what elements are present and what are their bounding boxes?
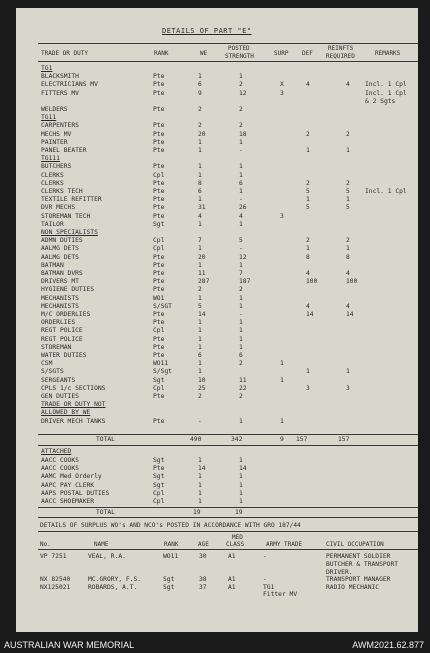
- reinf-cell: 5: [346, 204, 350, 212]
- attached-rank-cell: Pte: [153, 465, 165, 473]
- attached-rank-cell: Cpl: [153, 489, 165, 497]
- posted-cell: 26: [239, 204, 247, 212]
- attached-rank-cell: Sgt: [153, 457, 165, 464]
- col-header-trade: TRADE OR DUTY: [41, 50, 88, 57]
- header-rule-bottom: [38, 61, 418, 62]
- posted-cell: -: [239, 196, 243, 204]
- total-surp: 9: [280, 436, 284, 443]
- def-cell: 8: [306, 253, 310, 261]
- attached-we-cell: 1: [198, 489, 202, 497]
- we-cell: 2: [198, 286, 202, 294]
- reinf-cell: 1: [346, 196, 350, 204]
- surplus-army-trade-cell: -: [263, 553, 267, 560]
- surplus-rule-bottom: [38, 549, 418, 550]
- rank-cell: Pte: [153, 73, 165, 81]
- def-cell: 5: [306, 188, 310, 195]
- surplus-civil-cell: TRANSPORT MANAGER: [326, 576, 391, 583]
- attached-posted-cell: 1: [239, 498, 243, 505]
- posted-cell: 2: [239, 122, 243, 130]
- trade-cell: MECHANISTS: [41, 302, 79, 310]
- rank-cell: Pte: [153, 179, 165, 187]
- def-cell: 4: [306, 302, 310, 310]
- rank-cell: Pte: [153, 130, 165, 138]
- surplus-header-med-2: CLASS: [226, 541, 245, 548]
- we-cell: 5: [198, 302, 202, 310]
- trade-cell: TRADE OR DUTY NOT: [41, 401, 106, 409]
- rank-cell: WO1: [153, 294, 165, 302]
- surplus-med-cell: A1: [228, 584, 236, 591]
- attached-trade-cell: AACC COOKS: [41, 465, 79, 473]
- def-cell: 1: [306, 245, 310, 253]
- rank-cell: Pte: [153, 352, 165, 359]
- surplus-header-med-1: MED: [232, 534, 243, 541]
- rank-cell: Sgt: [153, 220, 165, 228]
- attached-rank-cell: Cpl: [153, 498, 165, 505]
- surplus-age-cell: 38: [199, 576, 207, 583]
- col-header-posted-2: STRENGTH: [225, 53, 254, 60]
- def-cell: 1: [306, 147, 310, 154]
- def-cell: 2: [306, 237, 310, 245]
- posted-cell: 1: [239, 220, 243, 228]
- surplus-title: DETAILS OF SURPLUS WO's AND NCO's POSTED IN ACCORDANCE WITH GRO 187/44: [40, 522, 301, 529]
- def-cell: 14: [306, 311, 314, 318]
- posted-cell: -: [239, 311, 243, 318]
- rank-cell: Cpl: [153, 245, 165, 253]
- total-we: 490: [190, 436, 202, 443]
- trade-cell: M/C ORDERLIES: [41, 311, 91, 318]
- we-cell: 1: [198, 245, 202, 253]
- def-cell: 2: [306, 179, 310, 187]
- col-header-reinfts-2: REQUIRED: [326, 53, 355, 60]
- remarks-cell: Incl. 1 Cpl: [365, 188, 407, 195]
- attached-posted-cell: 1: [239, 489, 243, 497]
- we-cell: 4: [198, 212, 202, 220]
- we-cell: 1: [198, 360, 202, 368]
- reinf-cell: 4: [346, 81, 350, 89]
- rank-cell: Pte: [153, 138, 165, 146]
- surplus-rank-cell: Sgt: [163, 584, 175, 591]
- posted-cell: 1: [239, 261, 243, 269]
- surplus-header-civil: CIVIL OCCUPATION: [326, 541, 384, 548]
- trade-cell: BATMAN DVRS: [41, 270, 83, 277]
- attached-total-rule-bottom: [38, 517, 418, 518]
- we-cell: 1: [198, 343, 202, 351]
- we-cell: 1: [198, 138, 202, 146]
- we-cell: 10: [198, 376, 206, 384]
- posted-cell: 1: [239, 302, 243, 310]
- posted-cell: -: [239, 245, 243, 253]
- we-cell: 2: [198, 122, 202, 130]
- surplus-civil-cell: BUTCHER & TRANSPORT: [326, 561, 399, 568]
- surplus-civil-cell: DRIVER.: [326, 569, 353, 576]
- trade-cell: BATMAN: [41, 261, 64, 269]
- posted-cell: 1: [239, 138, 243, 146]
- posted-cell: 1: [239, 73, 243, 81]
- posted-cell: 5: [239, 237, 243, 245]
- posted-cell: 1: [239, 335, 243, 343]
- posted-cell: 2: [239, 106, 243, 113]
- def-cell: 2: [306, 130, 310, 138]
- trade-cell: TG111: [41, 155, 60, 163]
- def-cell: 5: [306, 204, 310, 212]
- attached-rank-cell: Sgt: [153, 473, 165, 481]
- reinf-cell: 4: [346, 302, 350, 310]
- trade-cell: MECHANISTS: [41, 294, 79, 302]
- rank-cell: Pte: [153, 89, 165, 97]
- total-label: TOTAL: [96, 436, 115, 443]
- rank-cell: Pte: [153, 335, 165, 343]
- trade-cell: CSM: [41, 360, 53, 368]
- trade-cell: BUTCHERS: [41, 163, 72, 171]
- surplus-civil-cell: PERMANENT SOLDIER: [326, 553, 391, 560]
- surplus-header-army-trade: ARMY TRADE: [266, 541, 303, 548]
- trade-cell: GEN DUTIES: [41, 393, 79, 400]
- reinf-cell: 1: [346, 245, 350, 253]
- rank-cell: S/SGT: [153, 302, 172, 310]
- rank-cell: Pte: [153, 319, 165, 327]
- trade-cell: FITTERS MV: [41, 89, 79, 97]
- rank-cell: Cpl: [153, 237, 165, 245]
- remarks-cell: Incl. 1 Cpl: [365, 81, 407, 89]
- rank-cell: Pte: [153, 106, 165, 113]
- posted-cell: 2: [239, 81, 243, 89]
- reinf-cell: 2: [346, 179, 350, 187]
- reinf-cell: 100: [346, 278, 358, 286]
- posted-cell: -: [239, 147, 243, 154]
- def-cell: 100: [306, 278, 318, 286]
- trade-cell: PAINTER: [41, 138, 68, 146]
- posted-cell: 2: [239, 360, 243, 368]
- col-header-remarks: REMARKS: [375, 50, 401, 57]
- def-cell: 3: [306, 384, 310, 392]
- we-cell: 6: [198, 81, 202, 89]
- posted-cell: 6: [239, 179, 243, 187]
- attached-trade-cell: AAPS POSTAL DUTIES: [41, 489, 110, 497]
- we-cell: 1: [198, 196, 202, 204]
- trade-cell: STOREMAN TECH: [41, 212, 91, 220]
- rank-cell: Pte: [153, 270, 165, 277]
- attached-we-cell: 14: [198, 465, 206, 473]
- reinf-cell: 1: [346, 368, 350, 376]
- def-cell: 1: [306, 196, 310, 204]
- rank-cell: Pte: [153, 122, 165, 130]
- trade-cell: WELDERS: [41, 106, 68, 113]
- surplus-rank-cell: Sgt: [163, 576, 175, 583]
- trade-cell: SERGEANTS: [41, 376, 76, 384]
- posted-cell: 1: [239, 417, 243, 425]
- surp-cell: 3: [280, 89, 284, 97]
- surplus-med-cell: A1: [228, 553, 236, 560]
- surp-cell: 1: [280, 417, 284, 425]
- we-cell: 6: [198, 188, 202, 195]
- surplus-name-cell: MC.GRORY, F.S.: [88, 576, 142, 583]
- trade-cell: NON SPECIALISTS: [41, 229, 98, 236]
- posted-cell: 1: [239, 343, 243, 351]
- trade-cell: DRIVERS MT: [41, 278, 79, 286]
- attached-trade-cell: AAMC Med Orderly: [41, 473, 102, 481]
- rank-cell: Pte: [153, 393, 165, 400]
- rank-cell: Sgt: [153, 376, 165, 384]
- surplus-rank-cell: WO11: [163, 553, 179, 560]
- rank-cell: Pte: [153, 286, 165, 294]
- posted-cell: 1: [239, 294, 243, 302]
- trade-cell: BLACKSMITH: [41, 73, 79, 81]
- rank-cell: Pte: [153, 163, 165, 171]
- rank-cell: Cpl: [153, 327, 165, 335]
- trade-cell: CARPENTERS: [41, 122, 79, 130]
- posted-cell: 1: [239, 163, 243, 171]
- posted-cell: 12: [239, 89, 247, 97]
- posted-cell: 12: [239, 253, 247, 261]
- total-posted: 342: [231, 436, 243, 443]
- trade-cell: TG1: [41, 65, 53, 72]
- header-rule-top: [38, 43, 418, 44]
- reinf-cell: 3: [346, 384, 350, 392]
- rank-cell: Pte: [153, 278, 165, 286]
- trade-cell: PANEL BEATER: [41, 147, 87, 154]
- rank-cell: WO11: [153, 360, 169, 368]
- attached-title: ATTACHED: [41, 448, 72, 455]
- attached-posted-cell: 1: [239, 481, 243, 489]
- rank-cell: Pte: [153, 196, 165, 204]
- rank-cell: Pte: [153, 417, 165, 425]
- trade-cell: CLERKS TECH: [41, 188, 83, 195]
- we-cell: 20: [198, 130, 206, 138]
- trade-cell: WATER DUTIES: [41, 352, 87, 359]
- attached-posted-cell: 1: [239, 473, 243, 481]
- surplus-army-trade-cell: TG1 Fitter MV: [263, 584, 298, 598]
- col-header-reinfts-1: REINFTS: [328, 45, 354, 52]
- we-cell: 1: [198, 319, 202, 327]
- posted-cell: 6: [239, 352, 243, 359]
- trade-cell: CPLS 1/c SECTIONS: [41, 384, 106, 392]
- def-cell: 4: [306, 81, 310, 89]
- rank-cell: Pte: [153, 311, 165, 318]
- we-cell: -: [198, 417, 202, 425]
- surplus-no-cell: NX125021: [40, 584, 71, 591]
- attached-total-posted: 19: [235, 509, 243, 516]
- surplus-age-cell: 37: [199, 584, 207, 591]
- we-cell: 2: [198, 393, 202, 400]
- footer-accession-number: AWM2021.62.877: [352, 640, 424, 650]
- surplus-age-cell: 30: [199, 553, 207, 560]
- col-header-surp: SURP: [274, 50, 289, 57]
- trade-cell: REGT POLICE: [41, 327, 83, 335]
- total-rule-top: [38, 434, 418, 435]
- document-page: [16, 8, 418, 632]
- we-cell: 20: [198, 253, 206, 261]
- attached-trade-cell: AACC SHOEMAKER: [41, 498, 95, 505]
- reinf-cell: 1: [346, 147, 350, 154]
- surp-cell: 1: [280, 360, 284, 368]
- trade-cell: TAILOR: [41, 220, 64, 228]
- total-rule-bottom: [38, 445, 418, 446]
- trade-cell: HYGIENE DUTIES: [41, 286, 95, 294]
- we-cell: 11: [198, 270, 206, 277]
- rank-cell: Pte: [153, 261, 165, 269]
- trade-cell: CLERKS: [41, 179, 64, 187]
- trade-cell: S/SGTS: [41, 368, 64, 376]
- col-header-we: WE: [200, 50, 208, 57]
- we-cell: 1: [198, 335, 202, 343]
- posted-cell: 4: [239, 212, 243, 220]
- we-cell: 9: [198, 89, 202, 97]
- rank-cell: Pte: [153, 81, 165, 89]
- trade-cell: TEXTILE REFITTER: [41, 196, 102, 204]
- posted-cell: 11: [239, 376, 247, 384]
- we-cell: 6: [198, 352, 202, 359]
- posted-cell: 187: [239, 278, 251, 286]
- footer-bar: [0, 636, 430, 653]
- we-cell: 287: [198, 278, 210, 286]
- we-cell: 31: [198, 204, 206, 212]
- surp-cell: 1: [280, 376, 284, 384]
- total-reinf: 157: [338, 436, 350, 443]
- reinf-cell: 8: [346, 253, 350, 261]
- rank-cell: Pte: [153, 212, 165, 220]
- rank-cell: Pte: [153, 204, 165, 212]
- footer-source: AUSTRALIAN WAR MEMORIAL: [4, 640, 135, 650]
- attached-trade-cell: AAPC PAY CLERK: [41, 481, 95, 489]
- we-cell: 1: [198, 147, 202, 154]
- trade-cell: ELECTRICIANS MV: [41, 81, 98, 89]
- posted-cell: 2: [239, 286, 243, 294]
- rank-cell: Cpl: [153, 171, 165, 179]
- posted-cell: 1: [239, 319, 243, 327]
- we-cell: 8: [198, 179, 202, 187]
- surplus-name-cell: VEAL, R.A.: [88, 553, 126, 560]
- rank-cell: Pte: [153, 253, 165, 261]
- rank-cell: S/Sgt: [153, 368, 172, 376]
- attached-trade-cell: AACC COOKS: [41, 457, 79, 464]
- attached-rank-cell: Sgt: [153, 481, 165, 489]
- attached-posted-cell: 14: [239, 465, 247, 473]
- we-cell: 1: [198, 261, 202, 269]
- we-cell: 1: [198, 368, 202, 376]
- we-cell: 14: [198, 311, 206, 318]
- surplus-header-age: AGE: [198, 541, 209, 548]
- surplus-header-rank: RANK: [164, 541, 179, 548]
- we-cell: 2: [198, 106, 202, 113]
- attached-we-cell: 1: [198, 498, 202, 505]
- total-def: 157: [296, 436, 308, 443]
- col-header-rank: RANK: [154, 50, 169, 57]
- trade-cell: ADMN DUTIES: [41, 237, 83, 245]
- surp-cell: X: [280, 81, 284, 89]
- trade-cell: REGT POLICE: [41, 335, 83, 343]
- we-cell: 1: [198, 294, 202, 302]
- surplus-rule-top: [38, 531, 418, 532]
- posted-cell: 7: [239, 270, 243, 277]
- posted-cell: 2: [239, 393, 243, 400]
- col-header-posted-1: POSTED: [228, 45, 250, 52]
- attached-we-cell: 1: [198, 481, 202, 489]
- trade-cell: ALLOWED BY WE: [41, 409, 91, 417]
- reinf-cell: 2: [346, 130, 350, 138]
- reinf-cell: 14: [346, 311, 354, 318]
- reinf-cell: 5: [346, 188, 350, 195]
- trade-cell: CLERKS: [41, 171, 64, 179]
- surplus-no-cell: NX 82540: [40, 576, 71, 583]
- surplus-no-cell: VP 7251: [40, 553, 67, 560]
- posted-cell: 1: [239, 188, 243, 195]
- rank-cell: Pte: [153, 147, 165, 154]
- attached-posted-cell: 1: [239, 457, 243, 464]
- reinf-cell: 4: [346, 270, 350, 277]
- document-title: DETAILS OF PART "E": [162, 27, 252, 35]
- surplus-civil-cell: RADIO MECHANIC: [326, 584, 380, 591]
- surplus-med-cell: A1: [228, 576, 236, 583]
- we-cell: 1: [198, 327, 202, 335]
- we-cell: 7: [198, 237, 202, 245]
- attached-total-rule-top: [38, 507, 418, 508]
- attached-we-cell: 1: [198, 457, 202, 464]
- we-cell: 1: [198, 171, 202, 179]
- posted-cell: 18: [239, 130, 247, 138]
- we-cell: 1: [198, 220, 202, 228]
- surplus-name-cell: ROBARDS, A.T.: [88, 584, 138, 591]
- trade-cell: DRIVER MECH TANKS: [41, 417, 106, 425]
- rank-cell: Cpl: [153, 384, 165, 392]
- surp-cell: 3: [280, 212, 284, 220]
- we-cell: 1: [198, 163, 202, 171]
- trade-cell: STOREMAN: [41, 343, 72, 351]
- attached-total-label: TOTAL: [96, 509, 115, 516]
- posted-cell: 22: [239, 384, 247, 392]
- reinf-cell: 2: [346, 237, 350, 245]
- trade-cell: MECHS MV: [41, 130, 72, 138]
- remarks-cell: & 2 Sgts: [365, 97, 396, 105]
- surplus-army-trade-cell: -: [263, 576, 267, 583]
- trade-cell: AALMG DETS: [41, 245, 79, 253]
- attached-total-we: 19: [193, 509, 201, 516]
- def-cell: 4: [306, 270, 310, 277]
- def-cell: 1: [306, 368, 310, 376]
- col-header-def: DEF: [302, 50, 313, 57]
- posted-cell: 1: [239, 171, 243, 179]
- we-cell: 25: [198, 384, 206, 392]
- rank-cell: Pte: [153, 188, 165, 195]
- attached-we-cell: 1: [198, 473, 202, 481]
- trade-cell: ORDERLIES: [41, 319, 76, 327]
- remarks-cell: Incl. 1 Cpl: [365, 89, 407, 97]
- trade-cell: DVR MECHS: [41, 204, 76, 212]
- surplus-header-name: NAME: [94, 541, 109, 548]
- rank-cell: Pte: [153, 343, 165, 351]
- we-cell: 1: [198, 73, 202, 81]
- trade-cell: AALMG DETS: [41, 253, 79, 261]
- surplus-header-no: No.: [40, 541, 51, 548]
- trade-cell: TG11: [41, 114, 57, 122]
- posted-cell: 1: [239, 327, 243, 335]
